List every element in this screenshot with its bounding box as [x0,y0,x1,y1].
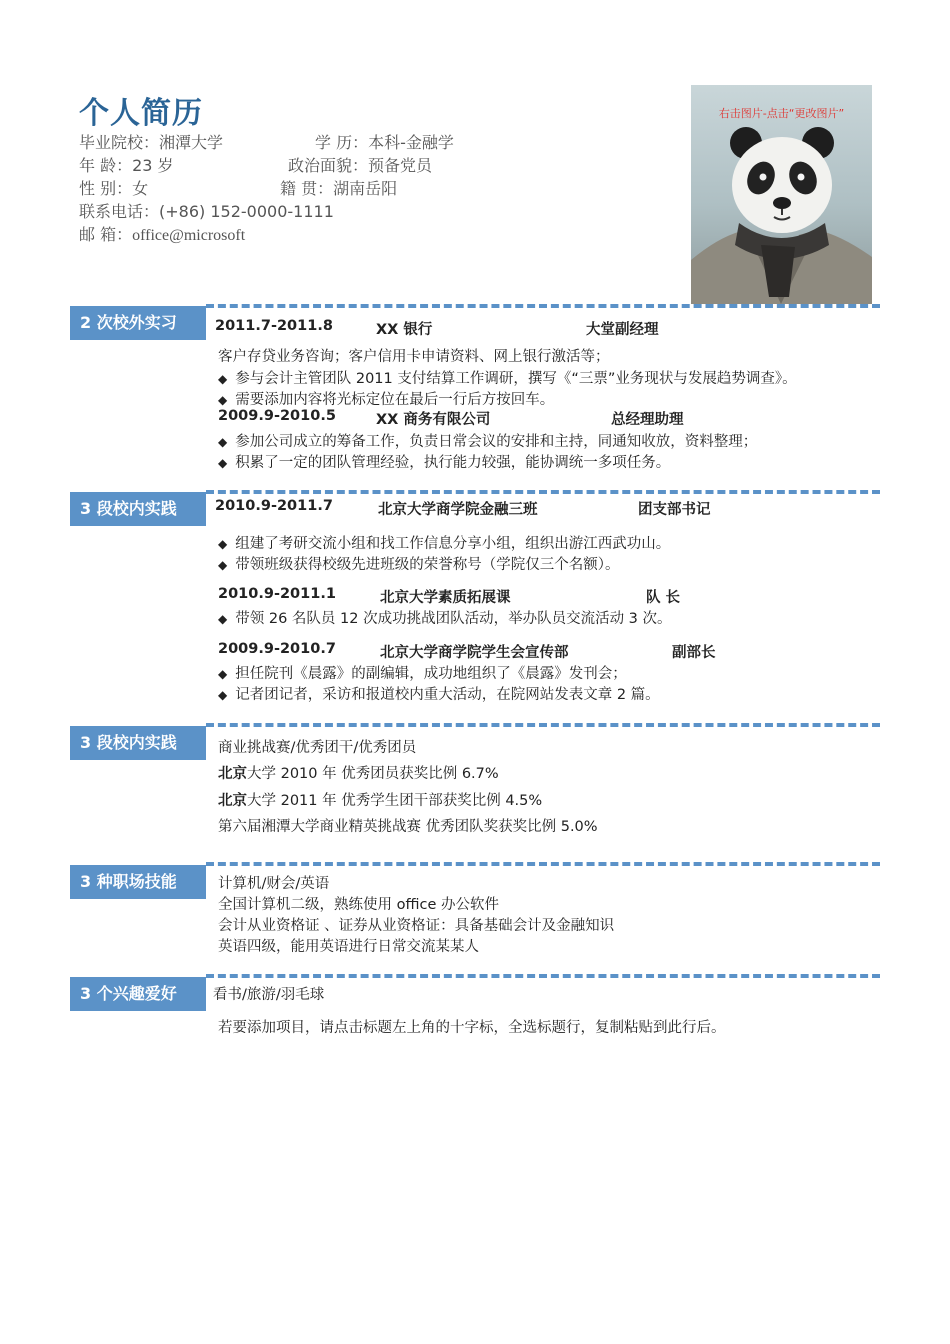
section-campus-practice-title: 3 段校内实践 [70,492,206,526]
section-divider [206,974,880,978]
practice-3-date: 2009.9-2010.7 [218,641,336,657]
list-item: 英语四级，能用英语进行日常交流某某人 [218,939,479,955]
list-item-text: 积累了一定的团队管理经验，执行能力较强，能协调统一多项任务。 [235,455,671,471]
practice-1-role: 团支部书记 [638,502,711,518]
age-row [79,153,174,176]
practice-2-org: 北京大学素质拓展课 [380,590,511,606]
section-awards-title: 3 段校内实践 [70,726,206,760]
practice-3-org: 北京大学商学院学生会宣传部 [380,645,569,661]
list-item [218,451,670,472]
list-item [218,430,757,451]
list-item-bold: 北京 [218,793,247,809]
degree-label: 学 历： [315,133,369,152]
origin-label: 籍 贯： [280,179,334,198]
section-internship-title: 2 次校外实习 [70,306,206,340]
age-label: 年 龄： [79,156,133,175]
section-divider [206,723,880,727]
practice-2-role: 队 长 [646,590,681,606]
phone-value: (+86) 152-0000-1111 [159,202,334,221]
internship-1-date: 2011.7-2011.8 [215,318,333,334]
list-item: 全国计算机二级，熟练使用 office 办公软件 [218,897,499,913]
profile-photo[interactable] [691,85,872,304]
list-item-text: 带领班级获得校级先进班级的荣誉称号（学院仅三个名额）。 [235,557,620,573]
list-item-text: 参加公司成立的筹备工作，负责日常会议的安排和主持，同通知收放，资料整理； [235,434,758,450]
list-item [218,607,672,628]
internship-2-role: 总经理助理 [611,412,684,428]
school-row [79,130,223,153]
phone-row [79,199,334,222]
gender-label: 性 别： [79,179,133,198]
list-item: 看书/旅游/羽毛球 [213,987,325,1003]
page-title: 个人简历 [79,96,203,131]
degree-value: 本科-金融学 [368,133,454,152]
section-skills-title: 3 种职场技能 [70,865,206,899]
section-divider [206,862,880,866]
list-item-text: 大学 2010 年 优秀团员获奖比例 6.7% [247,766,499,782]
list-item-text: 大学 2011 年 优秀学生团干部获奖比例 4.5% [247,793,543,809]
internship-1-org: XX 银行 [376,322,433,338]
list-item-bold: 北京 [218,766,247,782]
practice-2-date: 2010.9-2011.1 [218,586,336,602]
list-item: 会计从业资格证 、证券从业资格证：具备基础会计及金融知识 [218,918,615,934]
age-value: 23 岁 [132,156,174,175]
list-item-text: 记者团记者，采访和报道校内重大活动，在院网站发表文章 2 篇。 [235,687,660,703]
practice-1-org: 北京大学商学院金融三班 [378,502,538,518]
list-item: 客户存贷业务咨询；客户信用卡申请资料、网上银行激活等； [218,349,610,365]
internship-1-role: 大堂副经理 [586,322,659,338]
list-item [218,789,542,810]
panda-photo-icon [691,85,872,304]
list-item-text: 参与会计主管团队 2011 支付结算工作调研，撰写《“三票”业务现状与发展趋势调查》。 [235,371,797,387]
politics-row [288,153,432,176]
list-item [218,367,797,388]
phone-label: 联系电话： [79,202,160,221]
internship-2-date: 2009.9-2010.5 [218,408,336,424]
origin-row [280,176,397,199]
gender-row [79,176,148,199]
list-item: 计算机/财会/英语 [218,876,330,892]
email-row [79,222,245,245]
list-item [218,762,499,783]
list-item-text: 担任院刊《晨露》的副编辑，成功地组织了《晨露》发刊会； [235,666,627,682]
list-item-text: 带领 26 名队员 12 次成功挑战团队活动，举办队员交流活动 3 次。 [235,611,672,627]
practice-1-date: 2010.9-2011.7 [215,498,333,514]
email-value: office@microsoft [132,227,246,244]
politics-label: 政治面貌： [288,156,369,175]
degree-row [315,130,454,153]
list-item [218,388,554,409]
list-item-text: 组建了考研交流小组和找工作信息分享小组，组织出游江西武功山。 [235,536,671,552]
gender-value: 女 [132,179,149,198]
list-item [218,553,619,574]
practice-3-role: 副部长 [672,645,716,661]
list-item [218,532,670,553]
list-item-text: 需要添加内容将光标定位在最后一行后方按回车。 [235,392,555,408]
politics-value: 预备党员 [368,156,433,175]
section-divider [206,490,880,494]
school-label: 毕业院校： [79,133,160,152]
list-item [218,662,627,683]
email-label: 邮 箱： [79,225,133,244]
section-divider [206,304,880,308]
list-item: 商业挑战赛/优秀团干/优秀团员 [218,740,417,756]
list-item [218,683,660,704]
section-hobbies-title: 3 个兴趣爱好 [70,977,206,1011]
internship-2-org: XX 商务有限公司 [376,412,491,428]
list-item: 第六届湘潭大学商业精英挑战赛 优秀团队奖获奖比例 5.0% [218,819,598,835]
origin-value: 湖南岳阳 [333,179,398,198]
list-item: 若要添加项目，请点击标题左上角的十字标，全选标题行，复制粘贴到此行后。 [218,1020,726,1036]
school-value: 湘潭大学 [159,133,224,152]
photo-hint: 右击图片-点击“更改图片” [718,107,845,120]
